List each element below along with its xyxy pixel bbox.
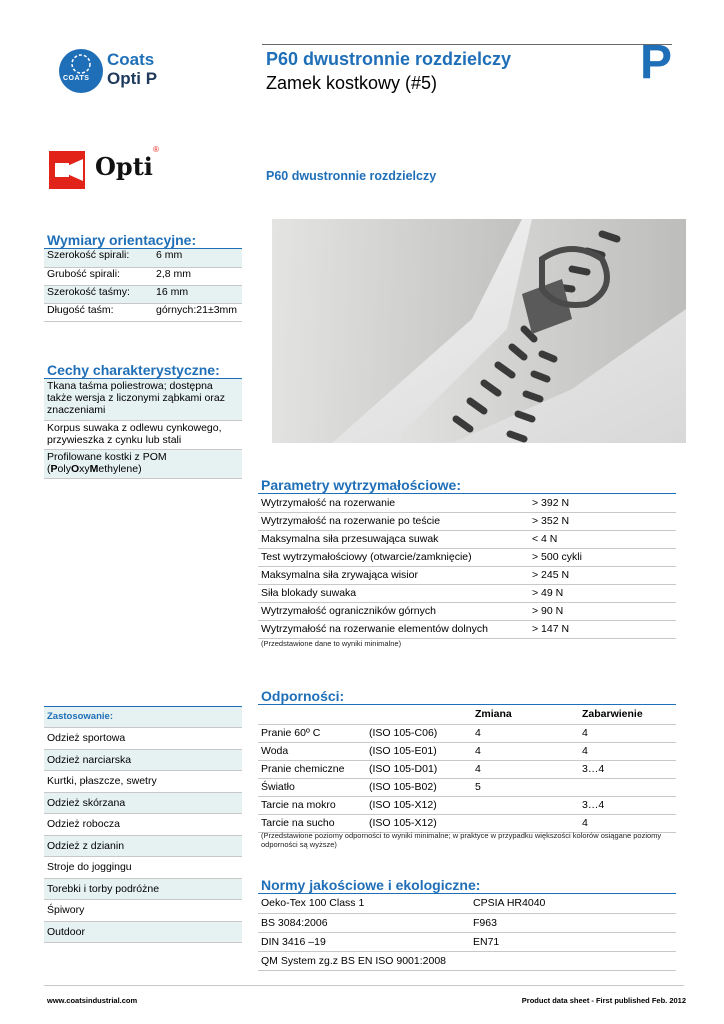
fastness-test: Tarcie na mokro: [258, 796, 366, 814]
norm-b: [470, 951, 676, 970]
table-row: [258, 742, 676, 760]
table-row: [44, 249, 242, 267]
fastness-change: 4: [472, 742, 579, 760]
strength-value: < 4 N: [529, 530, 676, 548]
fastness-stain: [579, 778, 676, 796]
features-list: [44, 379, 242, 479]
pom-paren: (: [47, 463, 51, 475]
feature-item: [44, 450, 242, 479]
dim-label: Grubość spirali:: [44, 267, 153, 285]
strength-value: > 352 N: [529, 512, 676, 530]
strength-value: > 245 N: [529, 566, 676, 584]
dim-value: 2,8 mm: [153, 267, 242, 285]
table-row: [258, 932, 676, 951]
page-subtitle: Zamek kostkowy (#5): [266, 73, 438, 93]
strength-value: > 90 N: [529, 602, 676, 620]
dim-label: Szerokość spirali:: [44, 249, 153, 267]
list-item: Śpiwory: [44, 900, 242, 922]
strength-note: (Przedstawione dane to wyniki minimalne): [261, 639, 402, 648]
list-item: Odzież z dzianin: [44, 836, 242, 858]
list-item: Stroje do joggingu: [44, 857, 242, 879]
strength-value: > 392 N: [529, 494, 676, 512]
table-row: [258, 724, 676, 742]
fastness-stain: 3…4: [579, 760, 676, 778]
features-heading: Cechy charakterystyczne:: [47, 362, 220, 378]
dim-value: górnych:21±3mm: [153, 303, 242, 321]
table-header-row: [258, 705, 676, 724]
feature-item: Tkana taśma poliestrowa; dostępna także wersja z liczonymi ząbkami oraz znaczeniami: [44, 379, 242, 421]
table-row: [44, 267, 242, 285]
header-cell-test: [258, 705, 366, 724]
table-row: [258, 913, 676, 932]
fastness-stain: 3…4: [579, 796, 676, 814]
fastness-stain: 4: [579, 742, 676, 760]
list-item: Odzież robocza: [44, 814, 242, 836]
norm-b: F963: [470, 913, 676, 932]
fastness-test: Światło: [258, 778, 366, 796]
strength-label: Wytrzymałość na rozerwanie elementów dolnych: [258, 620, 529, 638]
table-row: [258, 951, 676, 970]
footer-url[interactable]: www.coatsindustrial.com: [47, 996, 138, 1005]
header-cell-std: [366, 705, 472, 724]
list-item: Odzież skórzana: [44, 793, 242, 815]
norm-b: CPSIA HR4040: [470, 894, 676, 913]
strength-label: Siła blokady suwaka: [258, 584, 529, 602]
table-row: [258, 584, 676, 602]
dim-label: Szerokość taśmy:: [44, 285, 153, 303]
dimensions-heading: Wymiary orientacyjne:: [47, 232, 197, 248]
fastness-table: [258, 705, 676, 833]
table-row: [258, 602, 676, 620]
pom-letter: P: [50, 463, 58, 475]
list-item: Kurtki, płaszcze, swetry: [44, 771, 242, 793]
strength-table: [258, 494, 676, 639]
norms-heading: Normy jakościowe i ekologiczne:: [261, 877, 481, 893]
dim-value: 16 mm: [153, 285, 242, 303]
strength-value: > 500 cykli: [529, 548, 676, 566]
list-item: Torebki i torby podróżne: [44, 879, 242, 901]
fastness-test: Woda: [258, 742, 366, 760]
fastness-change: 5: [472, 778, 579, 796]
coats-badge-text: COATS: [63, 75, 90, 82]
footer-publication: Product data sheet - First published Feb. 2012: [521, 996, 686, 1005]
table-row: [258, 760, 676, 778]
pom-text: xy: [79, 463, 90, 475]
strength-label: Wytrzymałość na rozerwanie po teście: [258, 512, 529, 530]
section-letter: P: [640, 36, 673, 89]
fastness-std: (ISO 105-B02): [366, 778, 472, 796]
fastness-std: (ISO 105-X12): [366, 796, 472, 814]
pom-text: ethylene: [98, 463, 139, 475]
strength-label: Wytrzymałość na rozerwanie: [258, 494, 529, 512]
fastness-stain: 4: [579, 724, 676, 742]
strength-label: Test wytrzymałościowy (otwarcie/zamknięcie): [258, 548, 529, 566]
registered-mark: ®: [153, 145, 159, 154]
list-item: Odzież narciarska: [44, 750, 242, 772]
strength-label: Maksymalna siła zrywająca wisior: [258, 566, 529, 584]
norm-a: DIN 3416 –19: [258, 932, 470, 951]
table-row: [258, 814, 676, 832]
norms-table: [258, 894, 676, 971]
fastness-heading: Odporności:: [261, 688, 345, 704]
fastness-std: (ISO 105-D01): [366, 760, 472, 778]
fastness-change: [472, 796, 579, 814]
fastness-change: 4: [472, 760, 579, 778]
strength-heading: Parametry wytrzymałościowe:: [261, 477, 461, 493]
dimensions-table: [44, 249, 242, 322]
pom-paren: ): [138, 463, 142, 475]
fastness-std: (ISO 105-X12): [366, 814, 472, 832]
fastness-change: 4: [472, 724, 579, 742]
feature-pom-text: Profilowane kostki z POM: [47, 451, 167, 463]
fastness-std: (ISO 105-E01): [366, 742, 472, 760]
pom-text: oly: [57, 463, 71, 475]
dim-value: 6 mm: [153, 249, 242, 267]
list-item: Outdoor: [44, 922, 242, 944]
opti-logo-text: Opti: [95, 152, 153, 181]
norm-b: EN71: [470, 932, 676, 951]
list-item: Odzież sportowa: [44, 728, 242, 750]
product-photo: [272, 219, 686, 443]
header-stain: Zabarwienie: [579, 705, 676, 724]
pom-letter: O: [70, 463, 80, 475]
footer-rule: [44, 985, 684, 986]
applications-list: [44, 707, 242, 943]
header-change: Zmiana: [472, 705, 579, 724]
norm-a: BS 3084:2006: [258, 913, 470, 932]
table-row: [44, 285, 242, 303]
applications-heading: Zastosowanie:: [44, 707, 242, 728]
fastness-test: Pranie 60º C: [258, 724, 366, 742]
fastness-test: Pranie chemiczne: [258, 760, 366, 778]
strength-value: > 147 N: [529, 620, 676, 638]
table-row: [258, 494, 676, 512]
zipper-image: [272, 219, 686, 443]
product-name: P60 dwustronnie rozdzielczy: [266, 169, 437, 183]
strength-label: Wytrzymałość ograniczników górnych: [258, 602, 529, 620]
pom-letter: M: [89, 463, 99, 475]
table-row: [258, 796, 676, 814]
feature-item: Korpus suwaka z odlewu cynkowego, przywieszka z cynku lub stali: [44, 421, 242, 450]
brand-bottom: Opti P: [107, 69, 158, 88]
table-row: [258, 512, 676, 530]
fastness-change: [472, 814, 579, 832]
strength-label: Maksymalna siła przesuwająca suwak: [258, 530, 529, 548]
norm-a: Oeko-Tex 100 Class 1: [258, 894, 470, 913]
table-row: [258, 530, 676, 548]
fastness-stain: 4: [579, 814, 676, 832]
fastness-note: (Przedstawione poziomy odporności to wyniki minimalne; w praktyce w przypadku większości kolorów osiągane poziomy odporności są wyższe): [261, 831, 662, 849]
page-title: P60 dwustronnie rozdzielczy: [266, 49, 512, 69]
fastness-std: (ISO 105-C06): [366, 724, 472, 742]
dim-label: Długość taśm:: [44, 303, 153, 321]
table-row: [44, 303, 242, 321]
table-row: [258, 566, 676, 584]
table-row: [258, 620, 676, 638]
fastness-test: Tarcie na sucho: [258, 814, 366, 832]
table-row: [258, 778, 676, 796]
brand-top: Coats: [107, 50, 155, 69]
table-row: [258, 894, 676, 913]
norm-a: QM System zg.z BS EN ISO 9001:2008: [258, 951, 470, 970]
strength-value: > 49 N: [529, 584, 676, 602]
table-row: [258, 548, 676, 566]
title-rule: [262, 44, 672, 45]
